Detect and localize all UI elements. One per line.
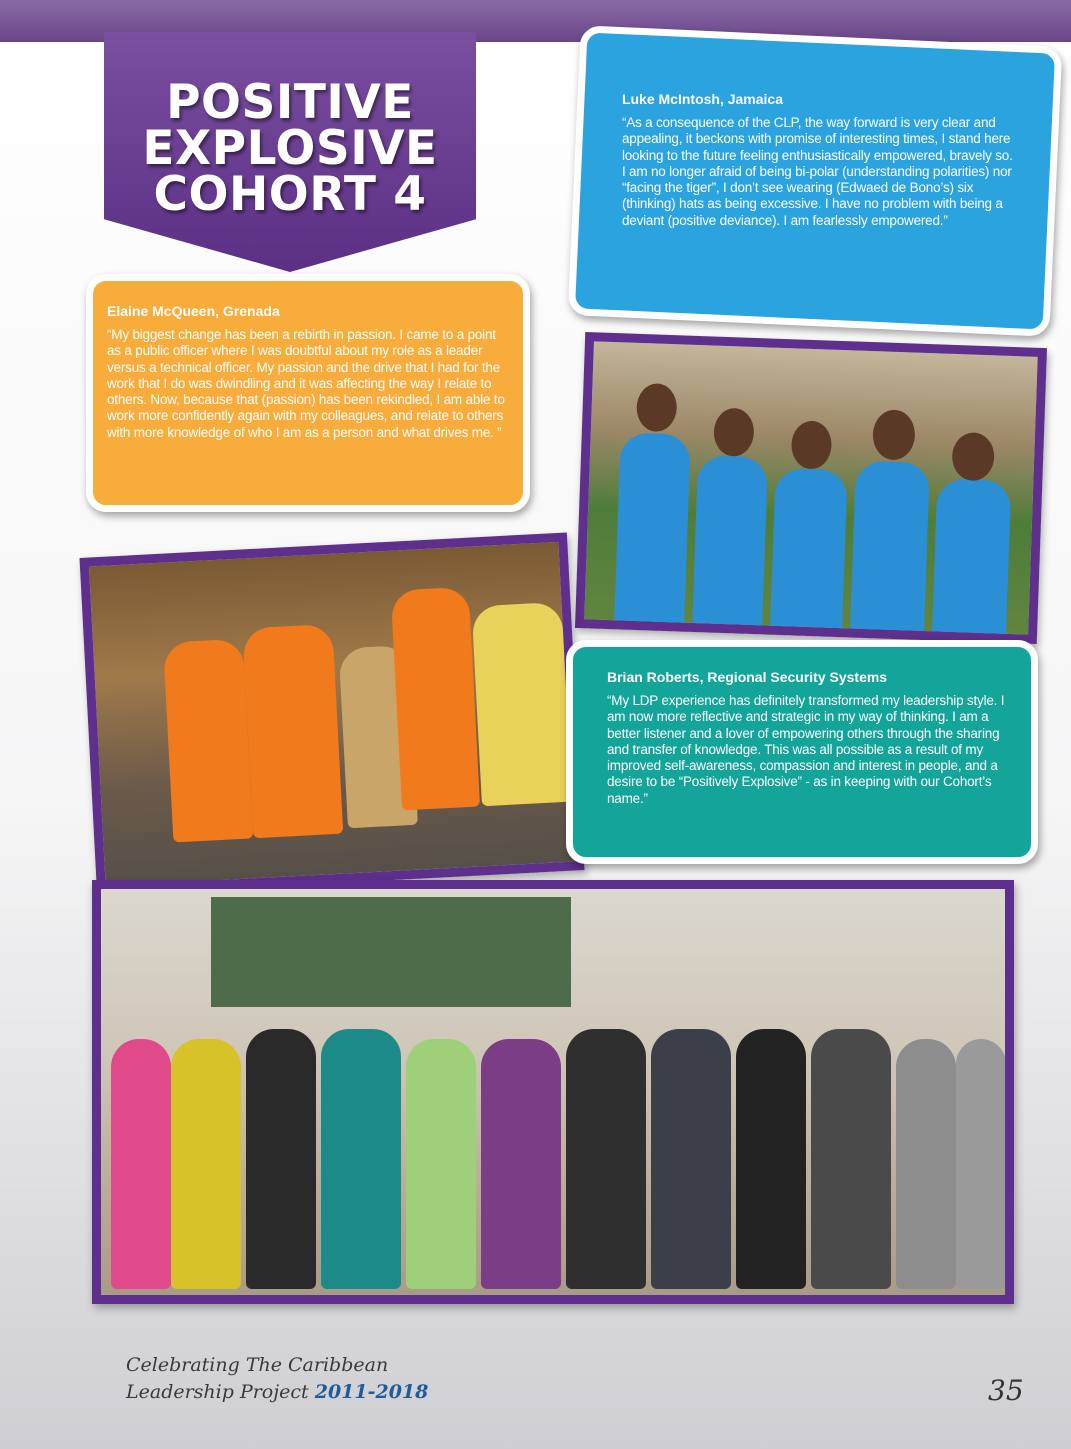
photo-person <box>246 1029 316 1289</box>
quote-text: “As a consequence of the CLP, the way forward is very clear and appealing, it beckons with promise of interesting times, I stand here looking to the future feeling enthusiastically empowered, bravely so. I am no longer afraid of being bi-polar (understanding polarities) nor “facing the tiger”, I don’t see wearing (Edwaed de Bono’s) six (thinking) hats as being excessive. I have no problem with being a deviant (positive deviance). I am fearlessly empowered.” <box>621 115 1013 228</box>
photo-person <box>171 1039 241 1289</box>
photo-person <box>566 1029 646 1289</box>
title-line-2: EXPLOSIVE <box>142 121 438 176</box>
photo-person <box>163 639 253 843</box>
photo-person-head <box>791 420 833 469</box>
title-line-3: COHORT 4 <box>153 167 427 222</box>
quote-text: “My biggest change has been a rebirth in passion. I came to a point as a public officer where I was doubtful about my role as a leader versus a technical officer. My passion and the drive that I had for the work that I do was dwindling and it was affecting the way I relate to others. Now, because that (passion) has been rekindled, I am able to work more confidently again with my colleagues, and relate to others with more knowledge of who I am as a person and what drives me. ” <box>107 327 505 440</box>
photo-person-head <box>951 432 995 481</box>
quote-author: Brian Roberts, Regional Security Systems <box>607 669 888 685</box>
photo-person <box>811 1029 891 1289</box>
photo-person <box>472 602 572 806</box>
title-line-1: POSITIVE <box>166 75 414 130</box>
photo-background-painting <box>211 897 571 1007</box>
photo-cohort-group <box>92 880 1014 1304</box>
footer-line-2 <box>126 1379 428 1406</box>
footer-line-1: Celebrating The Caribbean <box>126 1354 389 1376</box>
photo-person <box>111 1039 171 1289</box>
photo-five-in-blue-shirts <box>575 332 1047 644</box>
photo-person-head <box>636 383 678 432</box>
photo-person <box>770 468 848 640</box>
footer-years: 2011-2018 <box>314 1381 429 1403</box>
photo-person <box>896 1039 956 1289</box>
quote-text: “My LDP experience has definitely transformed my leadership style. I am now more reflective and strategic in my way of thinking. I am a better listener and a lover of empowering others through the sharing and transfer of knowledge. This was all possible as a result of my improved self-awareness, compassion and interest in people, and a desire to be “Positively Explosive” - as in keeping with our Cohort’s name.” <box>607 693 1005 806</box>
photo-person <box>932 478 1012 644</box>
photo-person <box>406 1039 476 1289</box>
photo-person <box>692 455 768 637</box>
footer-line-2-text: Leadership Project <box>126 1381 309 1403</box>
photo-person <box>614 432 691 634</box>
footer-publication-title <box>126 1352 428 1406</box>
photo-person <box>736 1029 806 1289</box>
photo-person <box>321 1029 401 1289</box>
page-number: 35 <box>988 1374 1024 1407</box>
photo-person <box>242 624 343 838</box>
photo-person-head <box>713 408 755 457</box>
photo-person <box>850 461 930 643</box>
photo-person <box>481 1039 561 1289</box>
photo-person <box>956 1039 1006 1289</box>
photo-person-head <box>872 409 916 460</box>
quote-card-brian <box>566 640 1038 864</box>
page-title <box>104 75 476 222</box>
photo-person <box>651 1029 731 1289</box>
quote-author: Elaine McQueen, Grenada <box>107 303 280 319</box>
quote-card-elaine <box>86 274 530 512</box>
quote-card-luke <box>568 25 1063 337</box>
photo-dancing <box>79 532 584 895</box>
photo-person <box>391 587 480 811</box>
quote-author: Luke McIntosh, Jamaica <box>621 91 784 108</box>
